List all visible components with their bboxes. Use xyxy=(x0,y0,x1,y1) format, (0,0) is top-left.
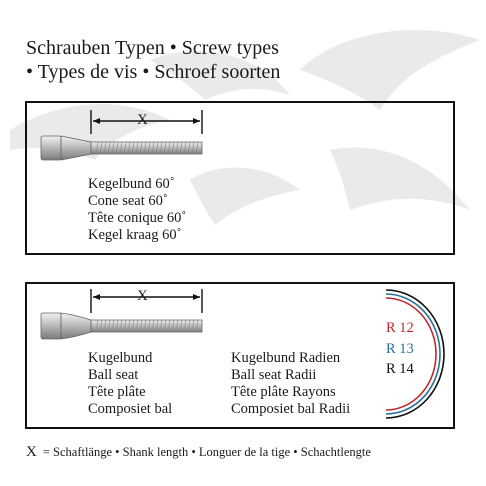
ball-radii-label-de: Kugelbund Radien xyxy=(231,350,341,366)
radius-label-r12: R 12 xyxy=(386,320,414,336)
cone-seat-label-de: Kegelbund 60˚ xyxy=(88,176,175,192)
ball-seat-label-en: Ball seat xyxy=(88,367,139,383)
cone-seat-label-fr: Tête conique 60˚ xyxy=(88,210,187,226)
cone-seat-label-en: Cone seat 60˚ xyxy=(88,193,168,209)
footer-legend xyxy=(26,444,371,461)
radius-label-r13: R 13 xyxy=(386,341,414,357)
cone-seat-bolt-illustration xyxy=(36,106,211,166)
ball-radii-label-fr: Tête plâte Rayons xyxy=(231,384,336,400)
ball-radii-label-en: Ball seat Radii xyxy=(231,367,317,383)
page-title-line-2: • Types de vis • Schroef soorten xyxy=(26,61,281,83)
ball-seat-label-nl: Composiet bal xyxy=(88,401,173,417)
cone-dimension-x-label: X xyxy=(137,112,148,128)
ball-seat-label-fr: Tête plâte xyxy=(88,384,146,400)
ball-dimension-x-label: X xyxy=(137,288,148,304)
page-title-line-1: Schrauben Typen • Screw types xyxy=(26,37,279,59)
footer-legend-text: = Schaftlänge • Shank length • Longuer de la tige • Schachtlengte xyxy=(42,445,371,459)
ball-seat-label-de: Kugelbund xyxy=(88,350,153,366)
ball-seat-bolt-illustration xyxy=(36,285,211,345)
radius-label-r14: R 14 xyxy=(386,361,414,377)
ball-radii-label-nl: Composiet bal Radii xyxy=(231,401,351,417)
footer-x-symbol: X xyxy=(26,444,37,460)
cone-seat-label-nl: Kegel kraag 60˚ xyxy=(88,227,182,243)
